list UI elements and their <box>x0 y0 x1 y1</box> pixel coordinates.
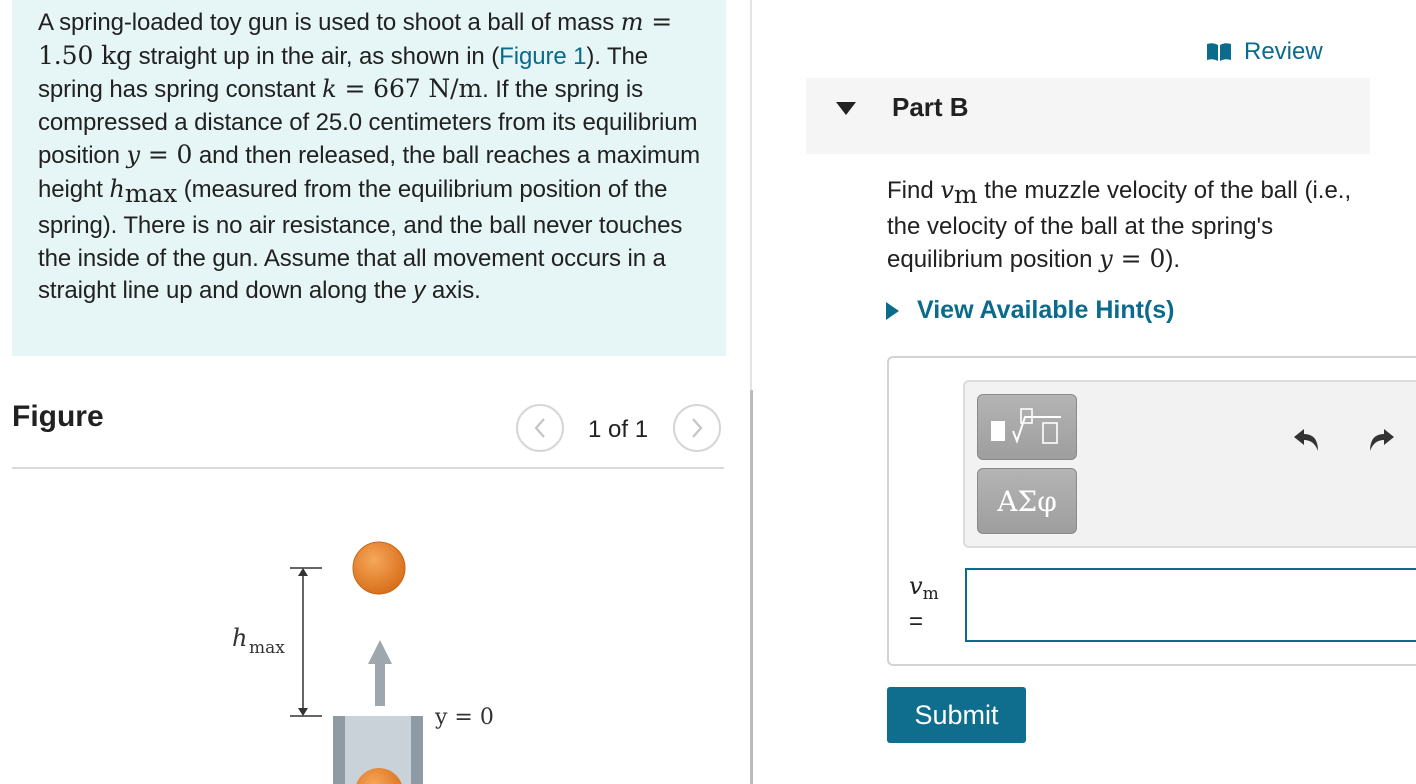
motion-arrow-head <box>368 640 392 664</box>
velocity-variable: v <box>940 176 954 204</box>
part-header[interactable] <box>806 78 1370 154</box>
answer-equals: = <box>909 608 924 635</box>
book-icon <box>1206 42 1232 62</box>
gun-tube-right-wall <box>411 716 423 784</box>
question-text-part: Find <box>887 177 941 204</box>
problem-text-part: ). The spring has spring constant <box>38 42 649 103</box>
figure-divider <box>12 467 724 469</box>
velocity-subscript: m <box>953 180 978 209</box>
y-value: = 0 <box>139 140 193 169</box>
hint-label: View Available Hint(s) <box>917 296 1175 324</box>
problem-text-part: (measured from the equilibrium position of the spring). There is no air resistance, and the ball never touches the inside of the gun. Assume that all movement occurs in a straight line up and down along the <box>38 175 683 304</box>
problem-text-part: A spring-loaded toy gun is used to shoot a ball of mass <box>38 9 615 36</box>
figure-next-button[interactable] <box>673 404 721 452</box>
motion-arrow-shaft <box>375 662 385 706</box>
hmax-label-subscript: max <box>249 638 285 658</box>
hmax-arrow-up <box>298 568 308 576</box>
review-label: Review <box>1244 38 1323 65</box>
spring-constant-value: = 667 N/m <box>336 74 483 103</box>
problem-statement-box <box>12 0 726 356</box>
problem-text-part: . If the spring is compressed a distance of 25.0 centimeters from its equilibrium position <box>38 76 698 169</box>
ball-top <box>353 542 405 594</box>
hmax-subscript: max <box>124 178 178 208</box>
review-link[interactable] <box>1206 38 1323 66</box>
gun-tube-left-wall <box>333 716 345 784</box>
y-variable: y <box>1099 245 1113 273</box>
pane-divider <box>750 0 752 390</box>
math-toolbar <box>963 380 1416 548</box>
hmax-variable: h <box>109 174 125 203</box>
spring-gun-figure <box>200 520 520 784</box>
y-variable: y <box>126 141 140 169</box>
question-text <box>887 174 1387 276</box>
symbols-button[interactable]: ΑΣφ <box>977 468 1077 534</box>
pane-scrollbar[interactable] <box>750 390 753 784</box>
axis-variable: y <box>413 277 426 304</box>
collapse-caret-icon[interactable] <box>836 102 856 115</box>
templates-icon <box>987 407 1067 447</box>
undo-button[interactable] <box>1287 420 1327 460</box>
problem-text-part: axis. <box>425 277 481 304</box>
question-text-part: the muzzle velocity of the ball (i.e., the velocity of the ball at the spring's equilibrium position <box>887 177 1352 273</box>
question-text-part: ). <box>1165 246 1181 273</box>
mass-variable: m <box>620 8 644 36</box>
chevron-right-icon <box>690 417 704 439</box>
problem-text-part: and then released, the ball reaches a maximum height <box>38 142 701 203</box>
hmax-arrow-down <box>298 708 308 716</box>
mass-value: = 1.50 kg <box>38 7 673 70</box>
templates-button[interactable] <box>977 394 1077 460</box>
figure-prev-button[interactable] <box>516 404 564 452</box>
chevron-left-icon <box>533 417 547 439</box>
answer-box <box>887 356 1416 666</box>
redo-button[interactable] <box>1361 420 1401 460</box>
answer-variable: v <box>909 572 923 600</box>
answer-variable-label <box>909 572 939 604</box>
y-value: = 0 <box>1112 244 1166 273</box>
expand-caret-icon <box>886 302 899 320</box>
problem-text-part: straight up in the air, as shown in ( <box>132 42 500 70</box>
submit-button[interactable]: Submit <box>887 687 1026 743</box>
hmax-label: h <box>232 624 248 652</box>
hint-toggle[interactable] <box>886 296 1174 325</box>
figure-pager-label: 1 of 1 <box>588 416 649 443</box>
spring-constant-variable: k <box>322 75 337 103</box>
figure-link[interactable]: Figure 1 <box>499 42 587 70</box>
part-title: Part B <box>892 92 969 122</box>
answer-input[interactable] <box>965 568 1416 642</box>
answer-variable-subscript: m <box>922 584 939 604</box>
equilibrium-label: y = 0 <box>435 705 494 730</box>
redo-icon <box>1366 425 1396 455</box>
undo-icon <box>1292 425 1322 455</box>
problem-text <box>38 6 706 308</box>
figure-title: Figure <box>12 400 104 433</box>
